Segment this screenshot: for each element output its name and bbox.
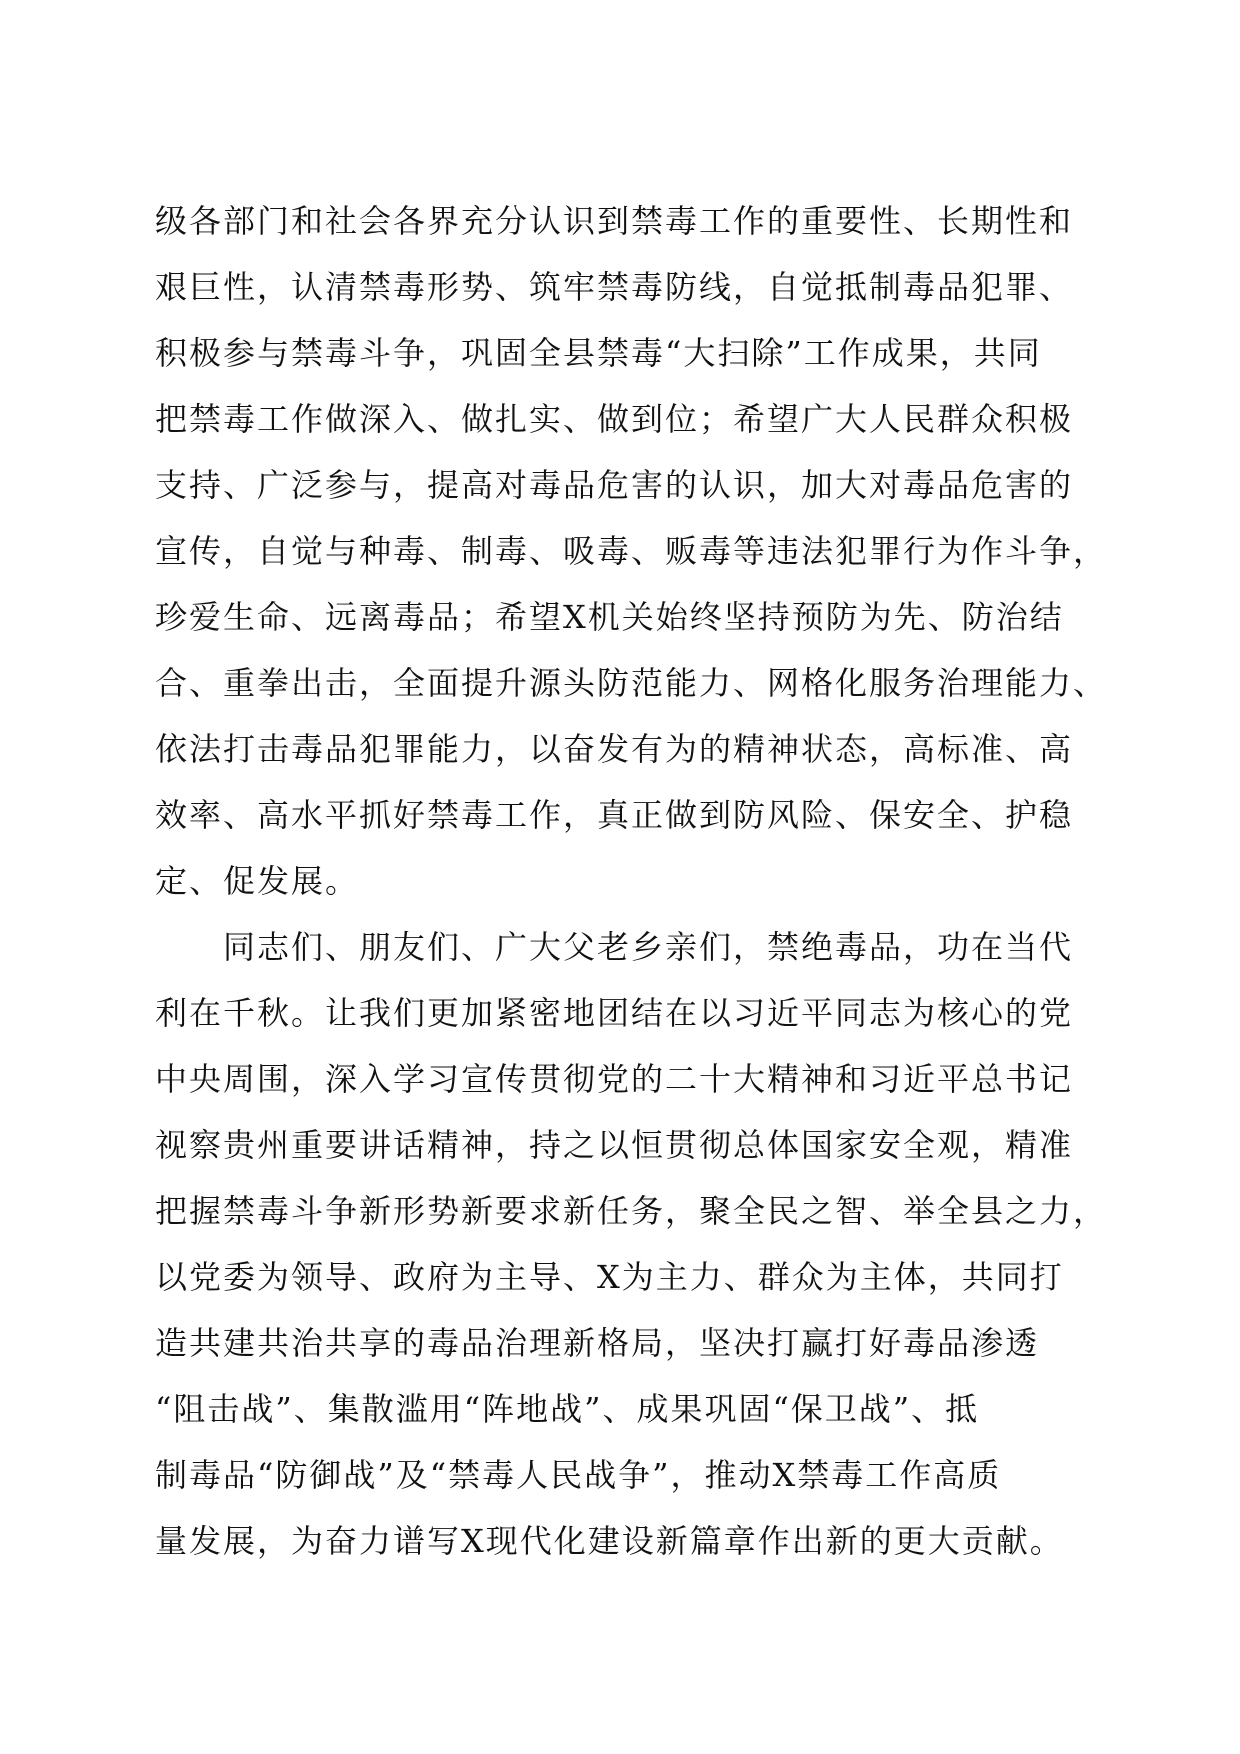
paragraph-1 [155, 188, 1108, 914]
text-line: 中央周围，深入学习宣传贯彻党的二十大精神和习近平总书记 [155, 1060, 1074, 1098]
text-line: 同志们、朋友们、广大父老乡亲们，禁绝毒品，功在当代 [155, 928, 1074, 966]
text-line: 珍爱生命、远离毒品；希望X机关始终坚持预防为先、防治结 [155, 598, 1064, 636]
text-line: 支持、广泛参与，提高对毒品危害的认识，加大对毒品危害的 [155, 466, 1074, 504]
text-line: “阻击战”、集散滥用“阵地战”、成果巩固“保卫战”、抵 [155, 1390, 980, 1428]
text-line: 把禁毒工作做深入、做扎实、做到位；希望广大人民群众积极 [155, 400, 1074, 438]
text-line: 定、促发展。 [155, 862, 360, 900]
text-line: 视察贵州重要讲话精神，持之以恒贯彻总体国家安全观，精准 [155, 1126, 1074, 1164]
text-line: 量发展，为奋力谱写X现代化建设新篇章作出新的更大贡献。 [155, 1522, 1064, 1560]
text-line: 效率、高水平抓好禁毒工作，真正做到防风险、保安全、护稳 [155, 796, 1074, 834]
text-line: 制毒品“防御战”及“禁毒人民战争”，推动X禁毒工作高质 [155, 1456, 1002, 1494]
text-line: 合、重拳出击，全面提升源头防范能力、网格化服务治理能力、 [155, 664, 1108, 702]
text-line: 宣传，自觉与种毒、制毒、吸毒、贩毒等违法犯罪行为作斗争， [155, 532, 1108, 570]
document-body [155, 188, 1108, 1574]
text-line: 艰巨性，认清禁毒形势、筑牢禁毒防线，自觉抵制毒品犯罪、 [155, 268, 1074, 306]
paragraph-2 [155, 914, 1108, 1574]
text-line: 以党委为领导、政府为主导、X为主力、群众为主体，共同打 [155, 1258, 1064, 1296]
text-line: 积极参与禁毒斗争，巩固全县禁毒“大扫除”工作成果，共同 [155, 334, 1042, 372]
text-line: 利在千秋。让我们更加紧密地团结在以习近平同志为核心的党 [155, 994, 1074, 1032]
text-line: 把握禁毒斗争新形势新要求新任务，聚全民之智、举全县之力， [155, 1192, 1108, 1230]
text-line: 依法打击毒品犯罪能力，以奋发有为的精神状态，高标准、高 [155, 730, 1074, 768]
text-line: 造共建共治共享的毒品治理新格局，坚决打赢打好毒品渗透 [155, 1324, 1040, 1362]
text-line: 级各部门和社会各界充分认识到禁毒工作的重要性、长期性和 [155, 202, 1074, 240]
